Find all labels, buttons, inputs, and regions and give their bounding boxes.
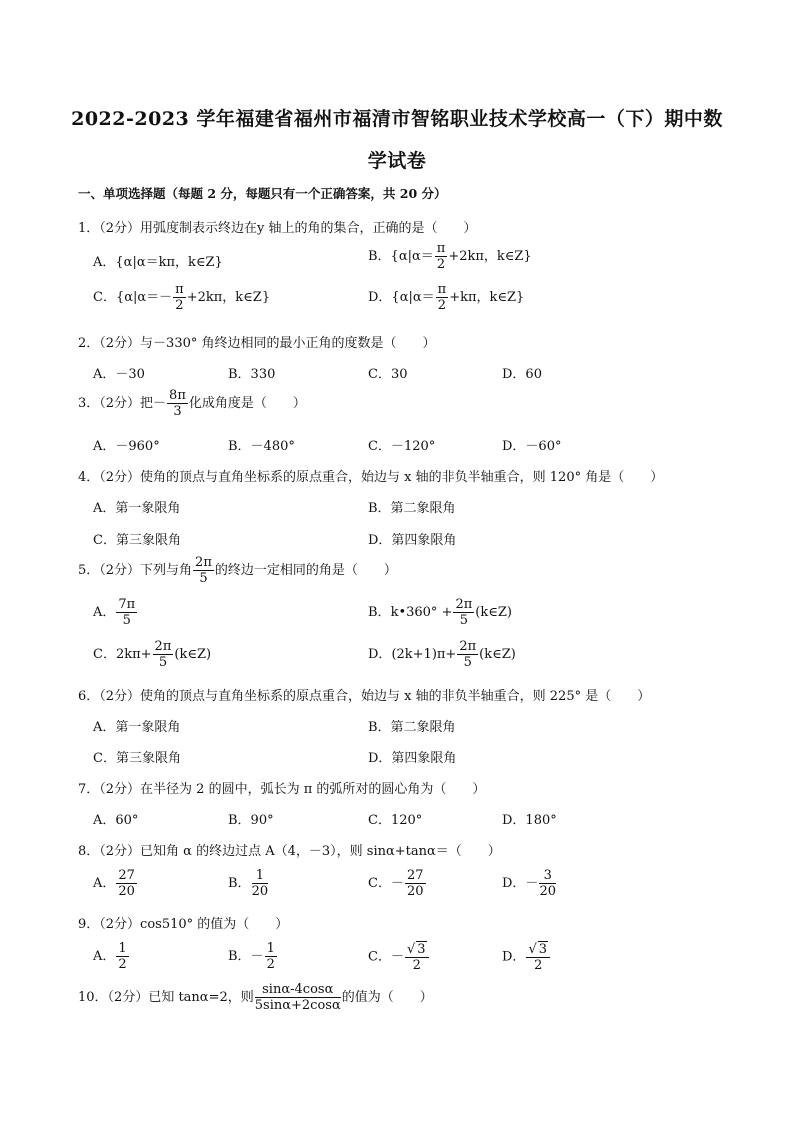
question-5-option-d: D．(2k+1)π+ $\frac{2\pi}{5}$ (k∈Z) xyxy=(368,639,516,670)
question-3-option-c: C．－120° xyxy=(368,439,436,454)
question-8-option-d: D．－ $\frac{3}{20}$ xyxy=(502,868,556,899)
exam-title-line2: 学试卷 xyxy=(367,150,427,172)
question-3-option-b: B．－480° xyxy=(228,439,295,454)
question-2-option-a: A．－30 xyxy=(93,367,145,382)
question-9-stem: 9．（2分）cos510° 的值为（ ） xyxy=(78,917,289,932)
question-2-option-d: D．60 xyxy=(502,367,542,382)
question-4-option-a: A．第一象限角 xyxy=(93,501,181,516)
question-5-option-a: A． $\frac{7\pi}{5}$ xyxy=(93,597,136,628)
question-4-option-d: D．第四象限角 xyxy=(368,533,457,548)
section-heading: 一、单项选择题（每题 2 分，每题只有一个正确答案，共 20 分） xyxy=(78,186,447,201)
question-8-option-c: C．－ $\frac{27}{20}$ xyxy=(368,868,424,899)
question-9-option-c: C．－ $\frac{√ 3}{2}$ xyxy=(368,941,430,973)
sqrt-symbol: √ xyxy=(406,942,416,957)
question-1-option-c: C．{α|α＝－ $\frac{\pi}{2}$ +2kπ，k∈Z} xyxy=(93,282,271,313)
question-2-option-c: C．30 xyxy=(368,367,408,382)
question-8-option-b: B． $\frac{1}{20}$ xyxy=(228,868,269,899)
question-6-option-b: B．第二象限角 xyxy=(368,720,456,735)
question-10-stem: 10．（2分）已知 tanα=2，则 $\frac{\sin\alpha-4\cos\alpha}{5\sin\alpha+2\cos\alpha}$ 的值为（ ） xyxy=(78,982,433,1013)
question-7-option-b: B．90° xyxy=(228,813,274,828)
question-9-option-b: B．－ $\frac{1}{2}$ xyxy=(228,941,275,972)
question-1-option-d: D．{α|α＝ $\frac{\pi}{2}$ +kπ，k∈Z} xyxy=(368,282,525,313)
question-3-option-a: A．－960° xyxy=(93,439,160,454)
question-2-stem: 2．（2分）与－330° 角终边相同的最小正角的度数是（ ） xyxy=(78,336,436,351)
question-1-option-b: B．{α|α＝ $\frac{\pi}{2}$ +2kπ，k∈Z} xyxy=(368,241,532,272)
question-7-stem: 7．（2分）在半径为 2 的圆中，弧长为 π 的弧所对的圆心角为（ ） xyxy=(78,782,486,797)
question-4-option-c: C．第三象限角 xyxy=(93,533,181,548)
question-1-option-a: A．{α|α＝kπ，k∈Z} xyxy=(93,255,223,270)
question-4-stem: 4．（2分）使角的顶点与直角坐标系的原点重合，始边与 x 轴的非负半轴重合，则 120° 角是（ ） xyxy=(78,470,664,485)
question-6-stem: 6．（2分）使角的顶点与直角坐标系的原点重合，始边与 x 轴的非负半轴重合，则 225° 是（ ） xyxy=(78,689,651,704)
question-1-stem: 1．（2分）用弧度制表示终边在y 轴上的角的集合，正确的是（ ） xyxy=(78,221,477,236)
question-7-option-d: D．180° xyxy=(502,813,557,828)
question-4-option-b: B．第二象限角 xyxy=(368,501,456,516)
question-8-option-a: A． $\frac{27}{20}$ xyxy=(93,868,135,899)
question-6-option-c: C．第三象限角 xyxy=(93,751,181,766)
question-5-option-b: B．k•360° + $\frac{2\pi}{5}$ (k∈Z) xyxy=(368,597,512,628)
question-5-option-c: C．2kπ+ $\frac{2\pi}{5}$ (k∈Z) xyxy=(93,639,212,670)
question-7-option-a: A．60° xyxy=(93,813,139,828)
question-5-stem: 5．（2分）下列与角 $\frac{2\pi}{5}$ 的终边一定相同的角是（ ） xyxy=(78,555,397,586)
sqrt-symbol: √ xyxy=(528,942,537,957)
question-9-option-d: D． $\frac{√ 3}{2}$ xyxy=(502,941,551,973)
question-6-option-a: A．第一象限角 xyxy=(93,720,181,735)
question-8-stem: 8．（2分）已知角 α 的终边过点 A（4，－3），则 sinα+tanα＝（ ） xyxy=(78,844,501,859)
question-6-option-d: D．第四象限角 xyxy=(368,751,457,766)
exam-title-line1: 2022-2023 学年福建省福州市福清市智铭职业技术学校高一（下）期中数 xyxy=(71,108,723,130)
question-2-option-b: B．330 xyxy=(228,367,276,382)
question-3-option-d: D．－60° xyxy=(502,439,562,454)
question-7-option-c: C．120° xyxy=(368,813,423,828)
question-3-stem: 3．（2分）把－ $\frac{8\pi}{3}$ 化成角度是（ ） xyxy=(78,388,306,419)
question-9-option-a: A． $\frac{1}{2}$ xyxy=(93,941,127,972)
